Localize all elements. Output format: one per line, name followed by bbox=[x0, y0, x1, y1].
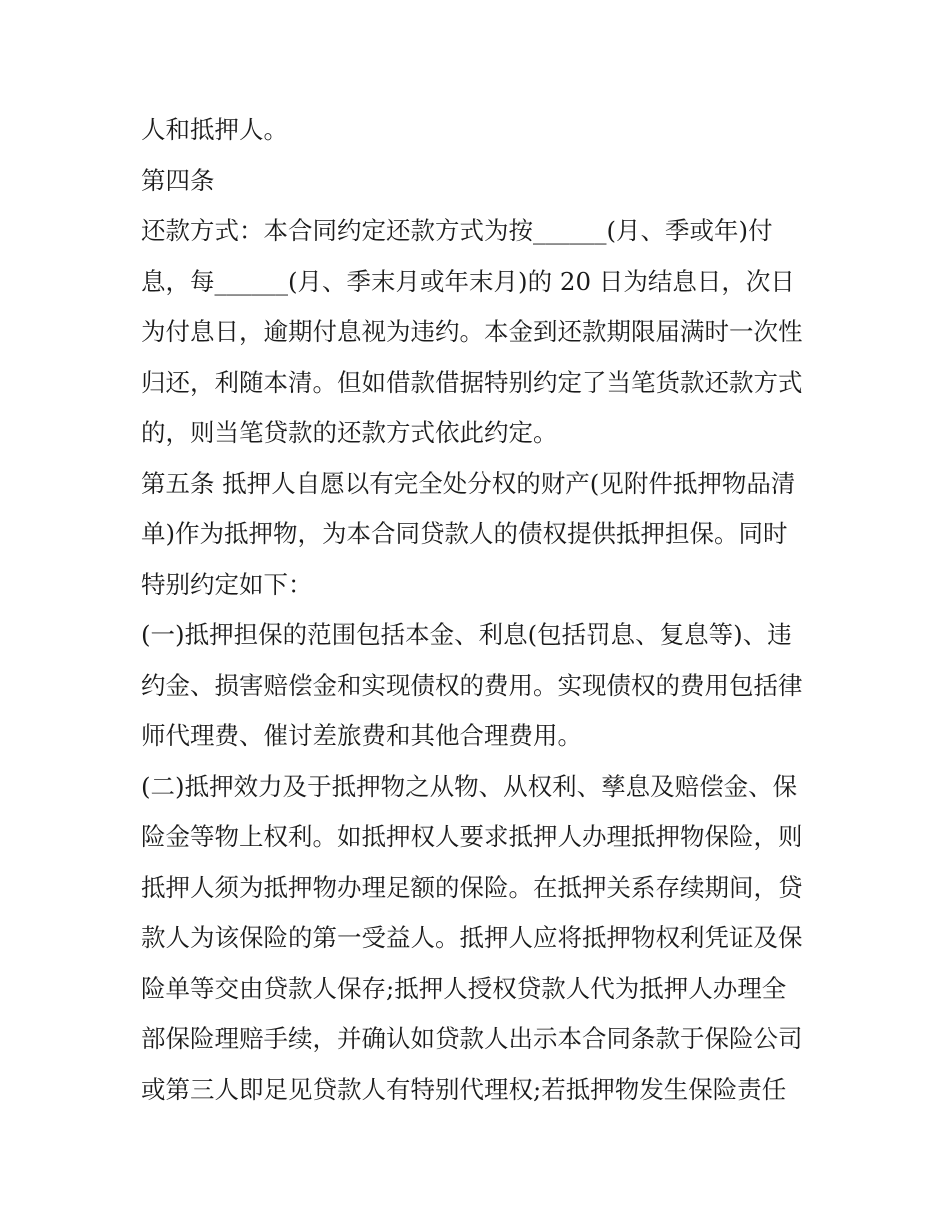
text-line-20: 或第三人即足见贷款人有特别代理权;若抵押物发生保险责任 bbox=[141, 1075, 787, 1104]
clause-2-line: (二)抵押效力及于抵押物之从物、从权利、孳息及赔偿金、保 bbox=[141, 772, 798, 801]
text-line-12: 约金、损害赔偿金和实现债权的费用。实现债权的费用包括律 bbox=[141, 671, 803, 700]
clause-1-line: (一)抵押担保的范围包括本金、利息(包括罚息、复息等)、违 bbox=[141, 620, 792, 649]
text-line-18: 险单等交由贷款人保存;抵押人授权贷款人代为抵押人办理全 bbox=[141, 974, 787, 1003]
text-line-19: 部保险理赔手续，并确认如贷款人出示本合同条款于保险公司 bbox=[141, 1024, 803, 1053]
text-line-3: 还款方式：本合同约定还款方式为按______(月、季或年)付 bbox=[141, 216, 773, 245]
text-line-9: 单)作为抵押物，为本合同贷款人的债权提供抵押担保。同时 bbox=[141, 519, 788, 548]
text-line-15: 险金等物上权利。如抵押权人要求抵押人办理抵押物保险，则 bbox=[141, 822, 803, 851]
text-line-6: 归还，利随本清。但如借款借据特别约定了当笔货款还款方式 bbox=[141, 368, 803, 397]
text-line-16: 抵押人须为抵押物办理足额的保险。在抵押关系存续期间，贷 bbox=[141, 873, 803, 902]
article-5-line: 第五条 抵押人自愿以有完全处分权的财产(见附件抵押物品清 bbox=[141, 469, 796, 498]
text-line-13: 师代理费、催讨差旅费和其他合理费用。 bbox=[141, 721, 582, 750]
text-line-7: 的，则当笔贷款的还款方式依此约定。 bbox=[141, 418, 558, 447]
text-line-1: 人和抵押人。 bbox=[141, 115, 288, 144]
article-4-heading: 第四条 bbox=[141, 166, 215, 195]
text-line-10: 特别约定如下： bbox=[141, 570, 313, 599]
text-line-5: 为付息日，逾期付息视为违约。本金到还款期限届满时一次性 bbox=[141, 317, 803, 346]
text-line-4: 息，每______(月、季末月或年末月)的 20 日为结息日，次日 bbox=[141, 267, 795, 296]
text-line-17: 款人为该保险的第一受益人。抵押人应将抵押物权利凭证及保 bbox=[141, 923, 803, 952]
